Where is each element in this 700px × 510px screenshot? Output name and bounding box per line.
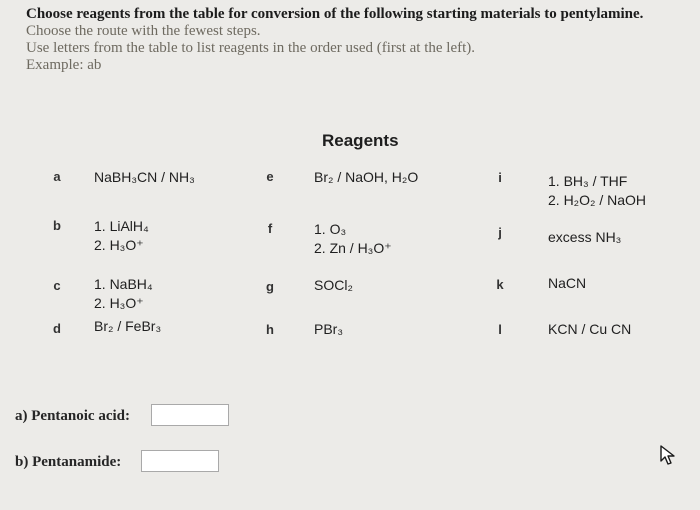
reagent-line: 2. H₃O⁺ — [94, 295, 144, 311]
reagent-d — [94, 317, 161, 336]
instruction-fewest-steps: Choose the route with the fewest steps. — [26, 23, 261, 39]
answer-label: a) Pentanoic acid: — [15, 408, 130, 424]
instruction-example: Example: ab — [26, 57, 102, 73]
reagent-line: 1. O₃ — [314, 221, 347, 237]
reagent-letter: g — [266, 279, 274, 294]
reagent-letter: l — [498, 322, 502, 337]
reagent-letter: f — [267, 221, 273, 236]
reagent-line: excess NH₃ — [548, 229, 622, 245]
reagent-e — [314, 168, 418, 187]
reagents-title: Reagents — [322, 131, 399, 150]
question-text: Choose reagents from the table for conversion of the following starting materials to pentylamine. — [26, 6, 644, 22]
reagent-letter: h — [266, 322, 274, 337]
reagent-line: KCN / Cu CN — [548, 321, 632, 337]
reagent-line: NaBH₃CN / NH₃ — [94, 169, 195, 185]
reagent-c — [94, 275, 153, 313]
reagent-letter: a — [53, 169, 61, 184]
reagent-line: NaCN — [548, 275, 587, 291]
answer-label: b) Pentanamide: — [15, 454, 122, 470]
reagent-line: Br₂ / NaOH, H₂O — [314, 169, 419, 185]
reagent-line: 1. BH₃ / THF — [548, 173, 628, 189]
reagent-k — [548, 274, 586, 293]
reagent-letter: j — [498, 225, 502, 240]
reagent-line: 2. H₃O⁺ — [94, 237, 144, 253]
reagent-g — [314, 276, 353, 295]
reagent-l — [548, 320, 631, 339]
reagent-j — [548, 228, 621, 247]
reagent-b — [94, 217, 149, 255]
reagent-line: 1. NaBH₄ — [94, 276, 153, 292]
reagent-line: SOCl₂ — [314, 277, 353, 293]
reagent-line: PBr₃ — [314, 321, 344, 337]
reagent-line: Br₂ / FeBr₃ — [94, 318, 162, 334]
reagent-i — [548, 172, 646, 210]
reagent-letter: d — [53, 321, 61, 336]
reagent-a — [94, 168, 195, 187]
reagent-letter: c — [53, 278, 61, 293]
reagent-letter: b — [53, 218, 61, 233]
reagent-f — [314, 220, 392, 258]
reagent-letter: k — [496, 277, 504, 292]
hand-pointer-icon — [656, 443, 682, 469]
instruction-order: Use letters from the table to list reagents in the order used (first at the left). — [26, 40, 476, 56]
reagent-line: 2. Zn / H₃O⁺ — [314, 240, 392, 256]
reagent-letter: i — [498, 170, 502, 185]
reagent-letter: e — [266, 169, 274, 184]
pentanoic-acid-answer-input[interactable] — [151, 404, 229, 426]
reagent-h — [314, 320, 343, 339]
reagent-line: 2. H₂O₂ / NaOH — [548, 192, 646, 208]
reagent-line: 1. LiAlH₄ — [94, 218, 149, 234]
pentanamide-answer-input[interactable] — [141, 450, 219, 472]
